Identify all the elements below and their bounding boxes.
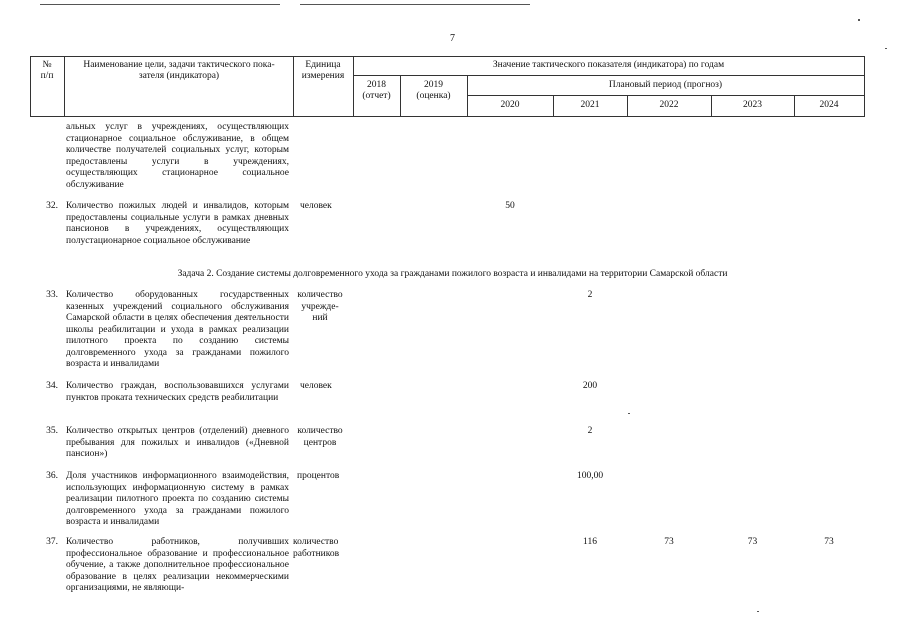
value-2021: 100,00 — [576, 471, 604, 481]
value-2022: 73 — [664, 537, 674, 547]
header-plan-period: Плановый период (прогноз) — [608, 80, 723, 90]
task-2-heading: Задача 2. Создание системы долговременного ухода за гражданами пожилого возраста и инвалидами на территории Самарской области — [177, 269, 728, 279]
value-2023: 73 — [747, 537, 758, 547]
row-number: 32. — [46, 201, 58, 211]
header-2022: 2022 — [659, 100, 679, 110]
indicator-name: Количество работников, получивших профессиональное образование и профессиональное обучение, а также дополнительное профессиональное образование в целях реализации некоммерческими организациями, не являющи- — [66, 537, 289, 593]
indicator-name: Количество открытых центров (отделений) дневного пребывания для пожилых и инвалидов («Дневной пансион») — [66, 426, 289, 459]
header-number: № п/п — [40, 60, 54, 81]
value-2021: 2 — [587, 290, 593, 300]
indicator-name: Количество оборудованных государственных казенных учреждений социального обслуживания Самарской области в целях обеспечения деятельности школы реабилитации и ухода в рамках реализации пилотного проекта по созданию системы долговременного ухода за гражданами пожилого возраста и инвалидами — [66, 290, 289, 369]
scan-speck — [757, 611, 759, 612]
scan-speck — [628, 413, 630, 414]
scan-line-artifact — [40, 4, 280, 5]
value-2021: 200 — [582, 381, 598, 391]
indicator-name: Доля участников информационного взаимодействия, использующих информационную систему в рамках реализации пилотного проекта по созданию системы долговременного ухода за гражданами пожилого возраста и инвалидами — [66, 471, 289, 527]
header-2021: 2021 — [580, 100, 600, 110]
row-number: 35. — [46, 426, 58, 436]
row-number: 36. — [46, 471, 58, 481]
header-unit: Единица измерения — [301, 60, 345, 81]
unit: количество учрежде- ний — [297, 290, 343, 323]
unit: человек — [300, 201, 332, 211]
row-number: 34. — [46, 381, 58, 391]
indicator-name: альных услуг в учреждениях, осуществляющих стационарное социальное обслуживание, в общем количестве получателей социальных услуг, которым предоставлены услуги в учреждениях, осуществляющих стационарное социальное обслуживание — [66, 122, 289, 190]
value-2020: 50 — [505, 201, 515, 211]
value-2021: 2 — [587, 426, 593, 436]
indicator-name: Количество граждан, воспользовавшихся услугами пунктов проката технических средств реабилитации — [66, 381, 289, 403]
header-values-by-year: Значение тактического показателя (индикатора) по годам — [492, 60, 725, 70]
header-2018: 2018 (отчет) — [362, 80, 391, 101]
header-2023: 2023 — [743, 100, 762, 110]
value-2024: 73 — [824, 537, 834, 547]
scan-speck — [885, 48, 887, 49]
unit: человек — [300, 381, 332, 391]
header-2024: 2024 — [819, 100, 839, 110]
unit: количество центров — [297, 426, 343, 448]
unit: количество работников — [293, 537, 340, 559]
scan-line-artifact — [300, 4, 530, 5]
header-2019: 2019 (оценка) — [416, 80, 451, 101]
row-number: 33. — [46, 290, 58, 300]
scan-speck — [858, 19, 860, 21]
header-indicator-name: Наименование цели, задачи тактического пока- зателя (индикатора) — [83, 60, 275, 81]
row-number: 37. — [46, 537, 58, 547]
unit: процентов — [297, 471, 340, 481]
page-number: 7 — [450, 33, 455, 44]
value-2021: 116 — [583, 537, 597, 547]
header-2020: 2020 — [500, 100, 520, 110]
indicator-name: Количество пожилых людей и инвалидов, которым предоставлены социальные услуги в рамках дневных пансионов в учреждениях, осуществляющих полустационарное социальное обслуживание — [66, 201, 289, 246]
